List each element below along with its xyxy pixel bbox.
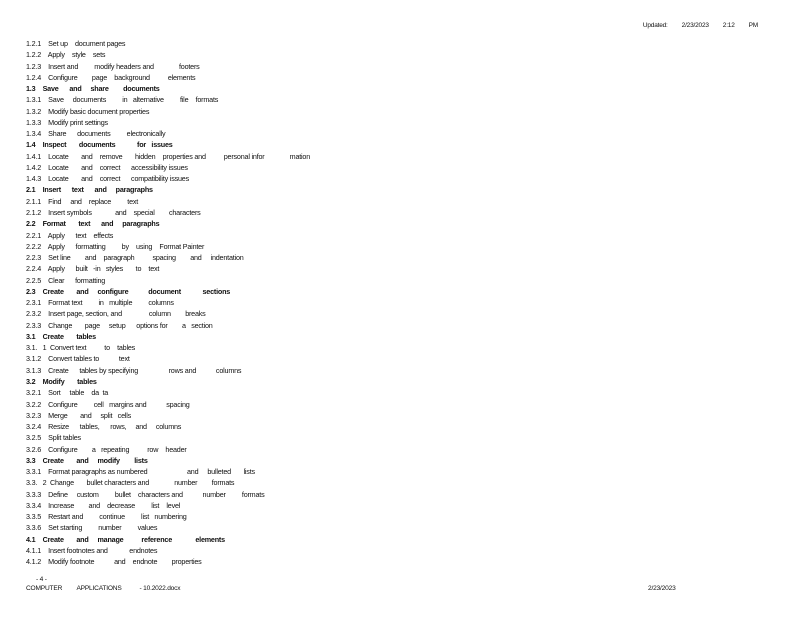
section-heading: 1.3 Save and share documents (26, 84, 160, 94)
section-heading: 3.3 Create and modify lists (26, 455, 148, 465)
list-item: 1.4.1 Locate and remove hidden properties and personal infor mation (26, 151, 311, 161)
updated-time: 2:12 (722, 22, 735, 29)
list-item: 3.2.4 Resize tables, rows, and columns (26, 422, 182, 432)
list-item: 1.2.2 Apply style sets (26, 50, 106, 60)
list-item: 1.4.2 Locate and correct accessibility issues (26, 162, 188, 172)
list-item: 3.3.6 Set starting number values (26, 523, 158, 533)
list-item: 2.3.3 Change page setup options for a section (26, 320, 213, 330)
list-item: 2.2.2 Apply formatting by using Format Painter (26, 241, 205, 251)
list-item: 2.1.2 Insert symbols and special characters (26, 207, 201, 217)
list-item: 3.2.5 Split tables (26, 433, 81, 443)
list-item: 3.3.1 Format paragraphs as numbered and bulleted lists (26, 467, 255, 477)
section-heading: 2.1 Insert text and paragraphs (26, 185, 153, 195)
list-item: 2.2.1 Apply text effects (26, 230, 114, 240)
list-item: 3.3. 2 Change bullet characters and number formats (26, 478, 235, 488)
list-item: 3.3.5 Restart and continue list numbering (26, 512, 187, 522)
section-heading: 1.4 Inspect documents for issues (26, 140, 173, 150)
section-heading: 2.2 Format text and paragraphs (26, 219, 160, 229)
updated-ampm: PM (748, 22, 758, 29)
document-body (26, 38, 766, 567)
list-item: 3.1.3 Create tables by specifying rows and columns (26, 365, 242, 375)
list-item: 3.3.4 Increase and decrease list level (26, 500, 181, 510)
section-heading: 3.1 Create tables (26, 331, 96, 341)
section-heading: 4.1 Create and manage reference elements (26, 534, 225, 544)
list-item: 1.2.3 Insert and modify headers and footers (26, 61, 200, 71)
list-item: 1.3.4 Share documents electronically (26, 129, 166, 139)
list-item: 2.2.3 Set line and paragraph spacing and indentation (26, 253, 244, 263)
page-footer (26, 576, 180, 593)
updated-label: Updated: (642, 22, 668, 29)
list-item: 3.2.6 Configure a repeating row header (26, 444, 187, 454)
section-heading: 2.3 Create and configure document sections (26, 286, 231, 296)
footer-date: 2/23/2023 (648, 585, 676, 592)
list-item: 4.1.1 Insert footnotes and endnotes (26, 545, 158, 555)
list-item: 3.2.3 Merge and split cells (26, 410, 132, 420)
list-item: 2.1.1 Find and replace text (26, 196, 139, 206)
list-item: 2.2.5 Clear formatting (26, 275, 106, 285)
list-item: 1.3.2 Modify basic document properties (26, 106, 150, 116)
list-item: 1.2.1 Set up document pages (26, 39, 126, 48)
list-item: 3.1. 1 Convert text to tables (26, 343, 136, 353)
list-item: 1.3.3 Modify print settings (26, 117, 108, 127)
list-item: 3.2.2 Configure cell margins and spacing (26, 399, 190, 409)
list-item: 2.3.2 Insert page, section, and column breaks (26, 309, 206, 319)
list-item: 2.3.1 Format text in multiple columns (26, 298, 174, 308)
page-header (643, 22, 758, 29)
list-item: 3.1.2 Convert tables to text (26, 354, 130, 364)
page-number: - 4 - (36, 576, 47, 583)
footer-filename: COMPUTER APPLICATIONS - 10.2022.docx (26, 585, 181, 592)
list-item: 2.2.4 Apply built -in styles to text (26, 264, 160, 274)
list-item: 1.2.4 Configure page background elements (26, 72, 196, 82)
list-item: 1.3.1 Save documents in alternative file formats (26, 95, 219, 105)
list-item: 1.4.3 Locate and correct compatibility issues (26, 174, 189, 184)
list-item: 3.2.1 Sort table da ta (26, 388, 109, 398)
list-item: 3.3.3 Define custom bullet characters and number formats (26, 489, 265, 499)
list-item: 4.1.2 Modify footnote and endnote properties (26, 557, 202, 567)
section-heading: 3.2 Modify tables (26, 376, 97, 386)
updated-date: 2/23/2023 (681, 22, 709, 29)
